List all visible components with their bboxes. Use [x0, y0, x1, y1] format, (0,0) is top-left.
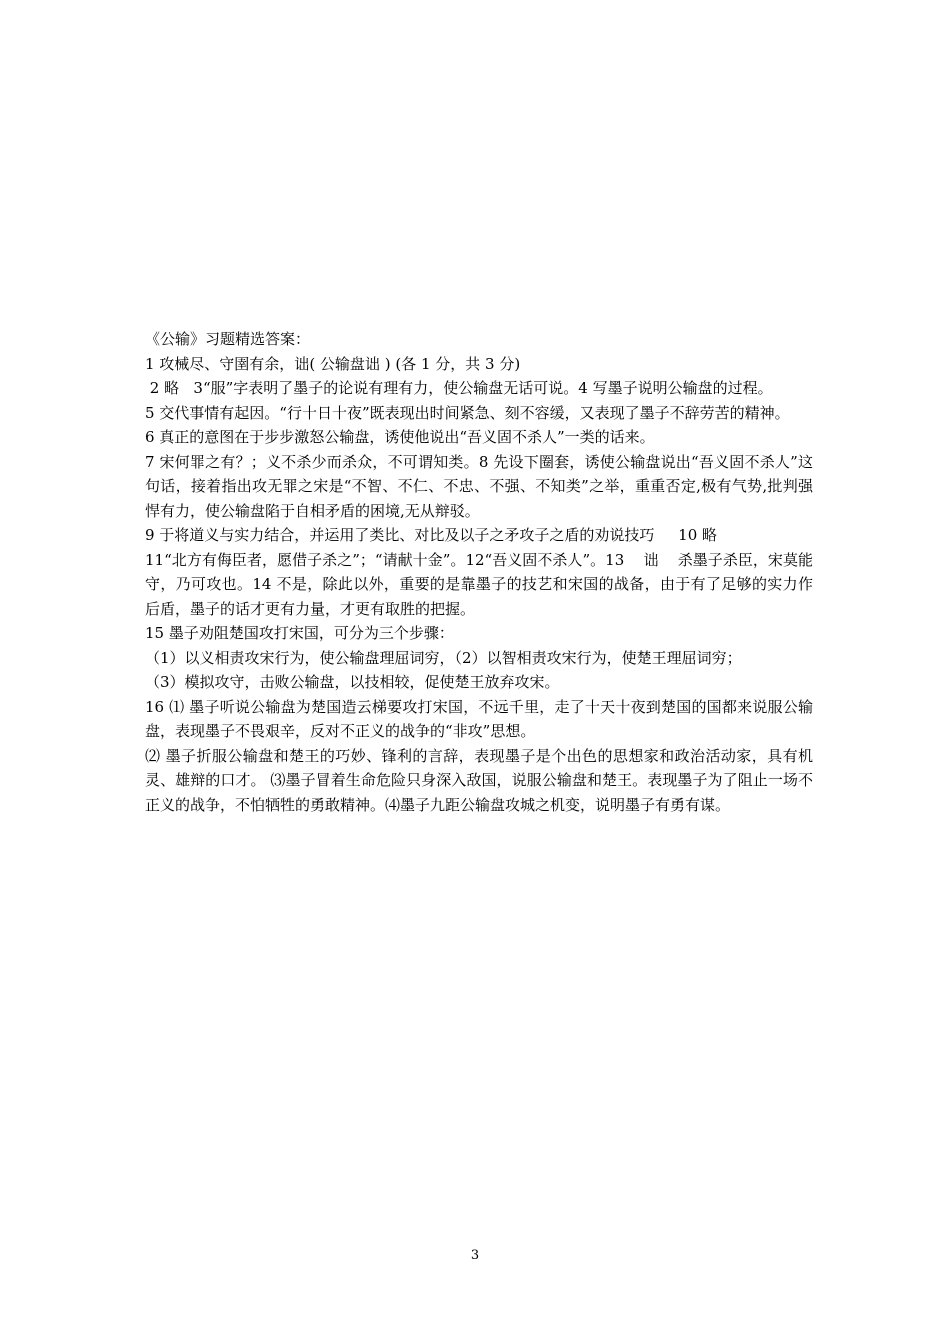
answer-paragraph-2: 2 略 3“服”字表明了墨子的论说有理有力，使公输盘无话可说。4 写墨子说明公输盘的过程。 — [145, 379, 773, 397]
answer-section — [145, 327, 813, 817]
answer-paragraph-5: 7 宋何罪之有？；义不杀少而杀众，不可谓知类。8 先设下圈套，诱使公输盘说出“吾义固不杀人”这句话，接着指出攻无罪之宋是“不智、不仁、不忠、不强、不知类”之举，重重否定,极有气势,批判强悍有力，使公输盘陷于自相矛盾的困境,无从辩驳。 — [145, 452, 813, 520]
page-number: 3 — [470, 1248, 480, 1263]
answer-paragraph-11: 16 ⑴ 墨子听说公输盘为楚国造云梯要攻打宋国，不远千里，走了十天十夜到楚国的国都来说服公输盘，表现墨子不畏艰辛，反对不正义的战争的“非攻”思想。 — [145, 697, 813, 740]
section-title: 《公输》习题精选答案： — [145, 330, 311, 348]
answer-paragraph-6: 9 于将道义与实力结合，并运用了类比、对比及以子之矛攻子之盾的劝说技巧 10 略 — [145, 526, 718, 544]
answer-paragraph-1: 1 攻械尽、守圉有余，诎( 公输盘诎 ) (各 1 分，共 3 分) — [145, 354, 521, 373]
answer-paragraph-8: 15 墨子劝阻楚国攻打宋国，可分为三个步骤： — [145, 624, 454, 642]
answer-paragraph-12: ⑵ 墨子折服公输盘和楚王的巧妙、锋利的言辞，表现墨子是个出色的思想家和政治活动家，具有机灵、雄辩的口才。 ⑶墨子冒着生命危险只身深入敌国，说服公输盘和楚王。表现墨子为了阻止一场不正义的战争，不怕牺牲的勇敢精神。⑷墨子九距公输盘攻城之机变，说明墨子有勇有谋。 — [145, 746, 813, 814]
answer-paragraph-9: （1）以义相责攻宋行为，使公输盘理屈词穷，（2）以智相责攻宋行为，使楚王理屈词穷； — [145, 648, 742, 667]
answer-paragraph-7: 11“北方有侮臣者，愿借子杀之”；“请献十金”。12“吾义固不杀人”。13 诎 杀墨子杀臣，宋莫能守，乃可攻也。14 不是，除此以外，重要的是靠墨子的技艺和宋国的战备，由于有了足够的实力作后盾，墨子的话才更有力量，才更有取胜的把握。 — [145, 550, 813, 618]
answer-paragraph-10: （3）模拟攻守，击败公输盘，以技相较，促使楚王放弃攻宋。 — [145, 673, 560, 691]
answer-paragraph-4: 6 真正的意图在于步步激怒公输盘，诱使他说出“吾义固不杀人”一类的话来。 — [145, 428, 655, 446]
answer-paragraph-3: 5 交代事情有起因。“行十日十夜”既表现出时间紧急、刻不容缓，又表现了墨子不辞劳苦的精神。 — [145, 403, 790, 422]
